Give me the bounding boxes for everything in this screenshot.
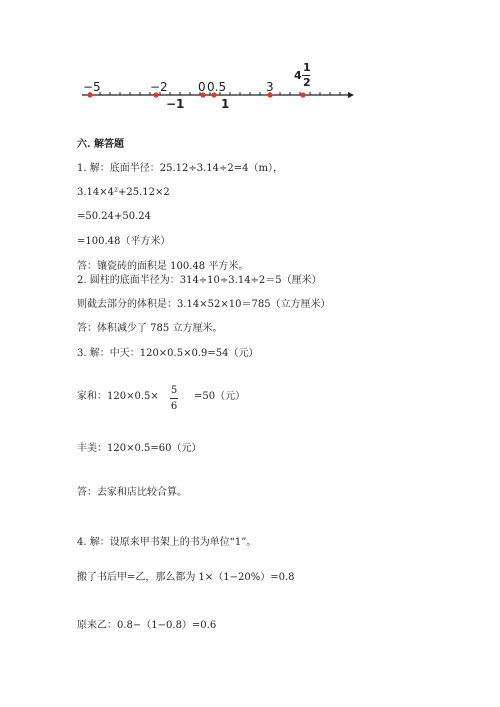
answer-line: 则截去部分的体积是：3.14×52×10＝785（立方厘米） (77, 299, 331, 310)
fraction-bar (170, 398, 178, 399)
answer-line: 搬了书后甲=乙，那么都为 1×（1−20%）=0.8 (77, 572, 295, 583)
answer-line: 答：镶瓷砖的面积是 100.48 平方米。 (77, 261, 249, 272)
label-neg2: −2 (150, 80, 168, 94)
label-1: 1 (221, 97, 230, 111)
answer-line: 1. 解：底面半径：25.12÷3.14÷2=4（m）， (77, 163, 283, 174)
fraction-denominator: 6 (170, 401, 178, 412)
label-3: 3 (266, 80, 274, 94)
fraction-whole: 4 (294, 69, 302, 82)
answer-line: 答：体积减少了 785 立方厘米。 (77, 323, 223, 334)
number-line-arrow-icon (348, 92, 354, 98)
answer-line: 原来乙：0.8−（1−0.8）=0.6 (77, 620, 217, 631)
answer-line: 丰美：120×0.5=60（元） (77, 443, 202, 454)
answer-line: 2. 圆柱的底面半径为：314÷10÷3.14÷2＝5（厘米） (77, 275, 322, 286)
fraction-5-6 (169, 385, 179, 412)
point-4-1-2 (300, 92, 305, 97)
label-neg1: −1 (166, 97, 185, 111)
label-0-5: 0.5 (207, 80, 227, 94)
answer-line: 4. 解：设原来甲书架上的书为单位“1”。 (77, 537, 257, 548)
fraction-numerator: 5 (170, 385, 178, 396)
answer-line: =100.48（平方米） (77, 236, 171, 247)
number-line (70, 55, 370, 115)
answer-line: =50（元） (194, 391, 246, 402)
section-title: 六. 解答题 (77, 139, 124, 150)
answer-line: =50.24+50.24 (77, 211, 152, 222)
label-neg5: −5 (83, 80, 101, 94)
fraction-denominator: 2 (303, 76, 311, 89)
label-4-1-2 (294, 61, 314, 91)
answer-line: 3. 解：中天：120×0.5×0.9=54（元） (77, 348, 259, 359)
answer-line: 3.14×4²+25.12×2 (77, 187, 170, 198)
label-0: 0 (198, 80, 206, 94)
answer-line: 家和：120×0.5× (77, 391, 159, 402)
answer-line: 答：去家和店比较合算。 (77, 487, 187, 498)
fraction-numerator: 1 (303, 61, 311, 74)
